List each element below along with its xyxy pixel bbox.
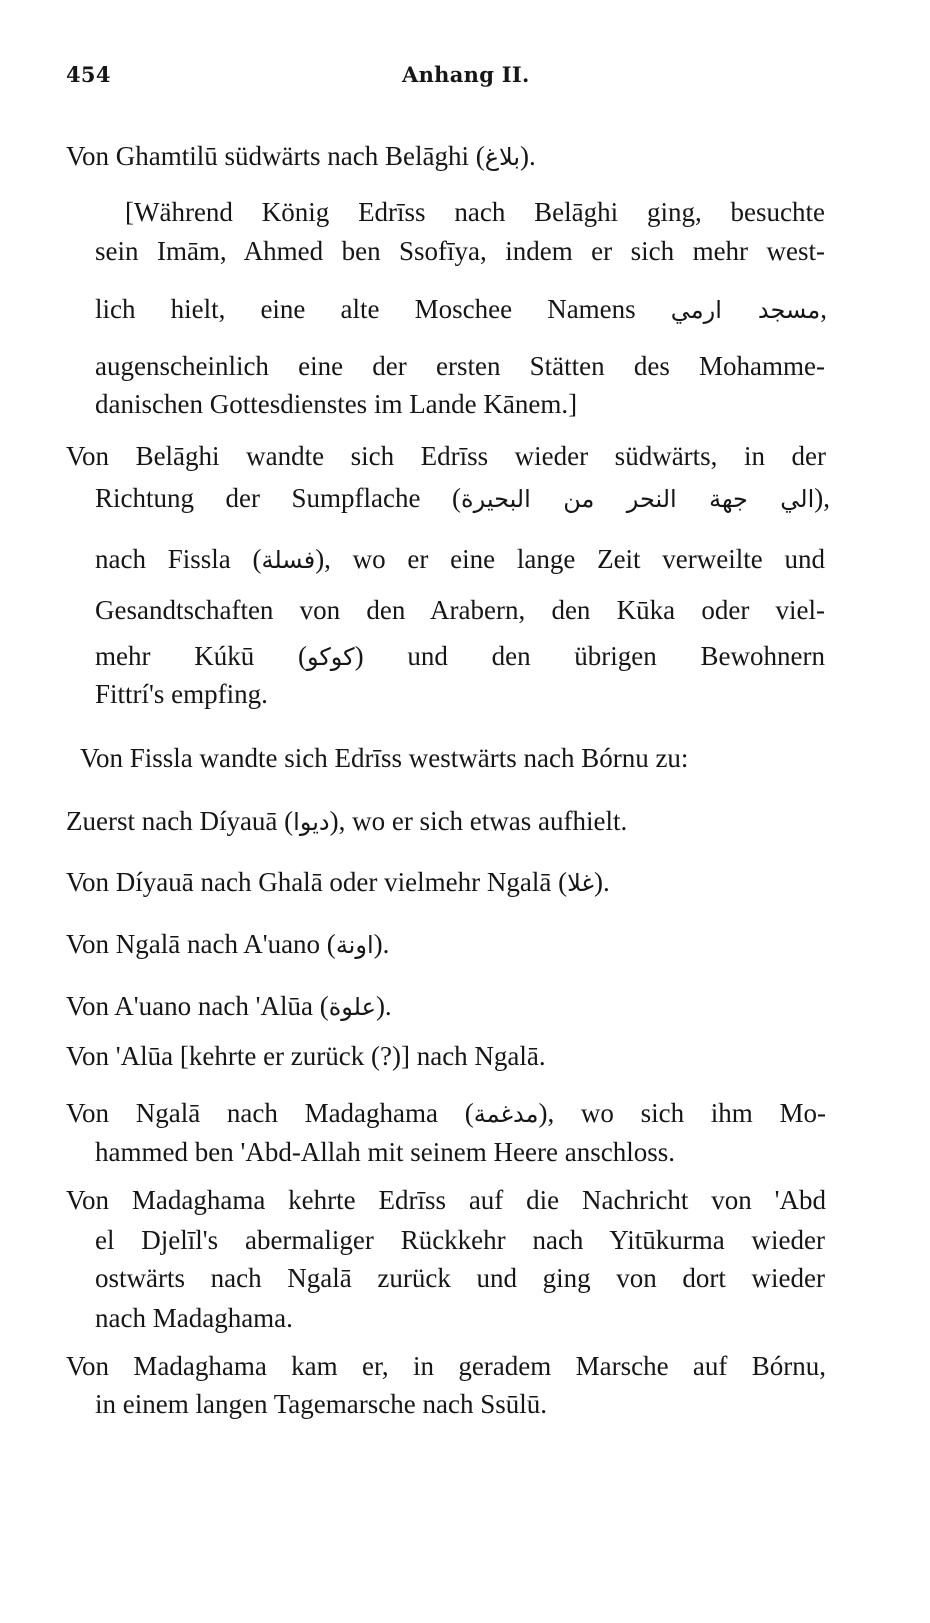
text-line <box>66 1097 826 1130</box>
text-line <box>95 1302 293 1334</box>
text-line <box>80 742 688 774</box>
line-text: ostwärts nach Ngalā zurück und ging von dort wieder <box>95 1263 825 1293</box>
line-text: Von Fissla wandte sich Edrīss westwärts nach Bórnu zu: <box>80 743 689 773</box>
arabic-term: كوكو <box>306 643 355 671</box>
text-line <box>66 1184 826 1216</box>
text-line <box>95 350 825 382</box>
line-text: ), wo sich ihm Mo- <box>538 1098 826 1128</box>
text-line <box>66 440 826 472</box>
line-text: ). <box>593 867 610 897</box>
text-line <box>95 678 268 710</box>
line-text: ). <box>373 929 390 959</box>
text-line <box>95 594 825 626</box>
line-text: nach Fissla ( <box>95 544 262 574</box>
text-line <box>66 1350 826 1382</box>
text-line <box>95 235 825 267</box>
line-text: Von Ghamtilū südwärts nach Belāghi ( <box>66 141 485 171</box>
arabic-term: ديوا <box>293 808 330 836</box>
line-text: Fittrí's empfing. <box>95 679 268 709</box>
text-line <box>66 1040 546 1072</box>
line-text: Gesandtschaften von den Arabern, den Kūka oder viel- <box>95 595 825 625</box>
line-text: ), wo er sich etwas aufhielt. <box>329 806 628 836</box>
line-text: Richtung der Sumpflache ( <box>95 483 462 513</box>
text-line <box>95 543 825 576</box>
arabic-term: بلاغ <box>484 143 521 171</box>
text-line <box>95 388 577 420</box>
line-text: Von Ngalā nach A'uano ( <box>66 929 336 959</box>
text-line <box>95 1136 675 1168</box>
text-line <box>66 928 389 961</box>
line-text: Zuerst nach Díyauā ( <box>66 806 294 836</box>
line-text: Von Belāghi wandte sich Edrīss wieder südwärts, in der <box>66 441 826 471</box>
arabic-term: مسجد ارمي <box>670 296 821 324</box>
line-text: ), wo er eine lange Zeit verweilte und <box>315 544 825 574</box>
text-line <box>95 1224 825 1256</box>
line-text: ). <box>520 141 536 171</box>
line-text: danischen Gottesdienstes im Lande Kānem.] <box>95 389 578 419</box>
text-line <box>95 1388 547 1420</box>
arabic-term: اونة <box>335 931 374 959</box>
text-line <box>66 866 610 899</box>
line-text: mehr Kúkū ( <box>95 641 307 671</box>
page-number: 454 <box>66 62 111 87</box>
line-text: Von Díyauā nach Ghalā oder vielmehr Ngalā ( <box>66 867 568 897</box>
line-text: Von A'uano nach 'Alūa ( <box>66 991 329 1021</box>
arabic-term: مدغمة <box>473 1100 539 1128</box>
line-text: el Djelīl's abermaliger Rückkehr nach Yitūkurma wieder <box>95 1225 825 1255</box>
running-head: Anhang II. <box>402 62 530 87</box>
line-text: lich hielt, eine alte Moschee Namens <box>95 294 671 324</box>
line-text: ), <box>814 483 830 513</box>
text-line <box>125 196 825 228</box>
text-line <box>95 482 830 515</box>
arabic-term: غلا <box>567 869 594 897</box>
line-text: Von Madaghama kehrte Edrīss auf die Nachricht von 'Abd <box>66 1185 826 1215</box>
arabic-term: فسلة <box>261 546 316 574</box>
line-text: ) und den übrigen Bewohnern <box>354 641 825 671</box>
line-text: nach Madaghama. <box>95 1303 293 1333</box>
line-text: ). <box>375 991 392 1021</box>
line-text: Von Ngalā nach Madaghama ( <box>66 1098 474 1128</box>
text-line <box>95 1262 825 1294</box>
text-line <box>95 640 825 673</box>
line-text: in einem langen Tagemarsche nach Ssūlū. <box>95 1389 547 1419</box>
line-text: [Während König Edrīss nach Belāghi ging, besuchte <box>125 197 825 227</box>
line-text: Von Madaghama kam er, in geradem Marsche auf Bórnu, <box>66 1351 826 1381</box>
line-text: augenscheinlich eine der ersten Stätten des Mohamme- <box>95 351 825 381</box>
line-text: sein Imām, Ahmed ben Ssofīya, indem er sich mehr west- <box>95 236 825 266</box>
text-line <box>95 293 827 326</box>
arabic-term: الي جهة النحر من البحيرة <box>461 485 815 513</box>
text-line <box>66 805 627 838</box>
line-text: Von 'Alūa [kehrte er zurück (?)] nach Ngalā. <box>66 1041 546 1071</box>
text-line <box>66 990 392 1023</box>
line-text: hammed ben 'Abd-Allah mit seinem Heere anschloss. <box>95 1137 675 1167</box>
arabic-term: علوة <box>328 993 376 1021</box>
text-line <box>66 140 536 173</box>
line-text: , <box>820 294 827 324</box>
